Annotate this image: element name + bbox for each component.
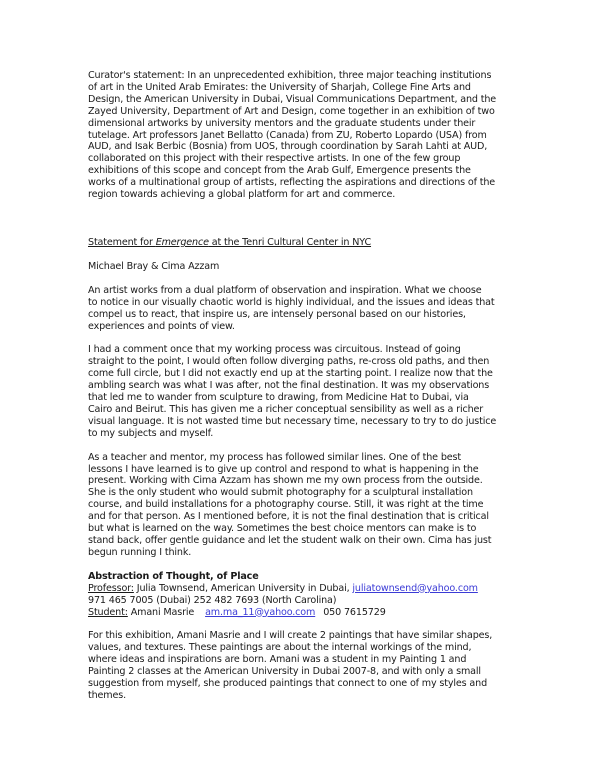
spacer: [88, 559, 588, 571]
text-line: visual language. It is not wasted time but necessary time, necessary to try to do justice: [88, 415, 497, 427]
document-page: [88, 70, 588, 702]
text-line: lessons I have learned is to give up control and respond to what is happening in the: [88, 463, 479, 475]
student-email-link[interactable]: am.ma_11@yahoo.com: [205, 606, 316, 618]
text-line: exhibitions of this scope and concept from the Arab Gulf, Emergence presents the: [88, 165, 471, 177]
student-line: [88, 607, 588, 619]
text-line: suggestion from myself, she produced paintings that connect to one of my styles and: [88, 678, 488, 690]
text-line: For this exhibition, Amani Masrie and I will create 2 paintings that have similar shapes,: [88, 630, 493, 642]
student-label: Student:: [88, 606, 128, 618]
text-line: Zayed University, Department of Art and Design, come together in an exhibition of two: [88, 105, 495, 117]
statement-heading: [88, 237, 588, 249]
professor-line: [88, 583, 588, 595]
text-line: straight to the point, I would often follow diverging paths, re-cross old paths, and then: [88, 356, 490, 368]
statement-paragraph-2: [88, 344, 588, 439]
text-line: Curator's statement: In an unprecedented exhibition, three major teaching institutions: [88, 70, 492, 81]
text-line: and for that person. As I mentioned before, it is not the final destination that is critical: [88, 511, 489, 523]
professor-label: Professor:: [88, 582, 134, 594]
text-line: As a teacher and mentor, my process has followed similar lines. One of the best: [88, 451, 461, 463]
text-line: course, and build installations for a photography course. Still, it was right at the time: [88, 499, 484, 511]
text-line: tutelage. Art professors Janet Bellatto (Canada) from ZU, Roberto Lopardo (USA) from: [88, 129, 487, 141]
statement-authors: Michael Bray & Cima Azzam: [88, 260, 220, 272]
text-line: Design, the American University in Dubai, Visual Communications Department, and the: [88, 93, 497, 105]
spacer: [88, 440, 588, 452]
text-line: present. Working with Cima Azzam has shown me my own process from the outside.: [88, 475, 483, 487]
text-line: to my subjects and myself.: [88, 427, 214, 439]
text-line: experiences and points of view.: [88, 320, 235, 332]
text-line: ambling search was what I was after, not the final destination. It was my observations: [88, 380, 490, 392]
text-line: of art in the United Arab Emirates: the University of Sharjah, College Fine Arts and: [88, 81, 471, 93]
text-line: Painting 2 classes at the American University in Dubai 2007-8, and with only a small: [88, 666, 481, 678]
text-line: works of a multinational group of artists, reflecting the aspirations and directions of the: [88, 177, 496, 189]
abstraction-title: Abstraction of Thought, of Place: [88, 570, 259, 582]
text-line: AUD, and Isak Berbic (Bosnia) from UOS, through coordination by Sarah Lahti at AUD,: [88, 141, 488, 153]
text-line: An artist works from a dual platform of observation and inspiration. What we choose: [88, 284, 482, 296]
spacer: [88, 273, 588, 285]
text-line: compel us to react, that inspire us, are intensely personal based on our histories,: [88, 308, 466, 320]
professor-email-link[interactable]: juliatownsend@yahoo.com: [352, 582, 478, 594]
heading-text: Statement for: [88, 236, 156, 248]
text-line: region towards achieving a global platform for art and commerce.: [88, 189, 396, 201]
text-line: Cairo and Beirut. This has given me a richer conceptual sensibility as well as a richer: [88, 403, 484, 415]
text-line: where ideas and inspirations are born. Amani was a student in my Painting 1 and: [88, 654, 467, 666]
text-line: but what is learned on the way. Sometimes the best choice mentors can make is to: [88, 523, 477, 535]
text-line: dimensional artworks by university mentors and the graduate students under their: [88, 117, 476, 129]
spacer: [88, 332, 588, 344]
text-line: themes.: [88, 689, 126, 701]
text-line: She is the only student who would submit photography for a sculptural installation: [88, 487, 473, 499]
abstraction-paragraph: [88, 630, 588, 701]
text-line: I had a comment once that my working process was circuitous. Instead of going: [88, 344, 461, 356]
student-phone: 050 7615729: [323, 606, 386, 618]
text-line: values, and textures. These paintings are about the internal workings of the mind,: [88, 642, 472, 654]
heading-text: at the Tenri Cultural Center in NYC: [208, 236, 372, 248]
curator-statement: [88, 70, 588, 201]
text-line: to notice in our visually chaotic world is highly individual, and the issues and ideas that: [88, 296, 495, 308]
spacer: [88, 201, 588, 237]
text-line: come full circle, but I did not exactly end up at the starting point. I realize now that the: [88, 368, 493, 380]
professor-info: Julia Townsend, American University in Dubai,: [133, 582, 353, 594]
text-line: begun running I think.: [88, 546, 192, 558]
phone-numbers: 971 465 7005 (Dubai) 252 482 7693 (North Carolina): [88, 594, 337, 606]
statement-paragraph-1: [88, 285, 588, 333]
student-name: Amani Masrie: [127, 606, 198, 618]
heading-italic-title: Emergence: [155, 236, 209, 248]
statement-paragraph-3: [88, 452, 588, 559]
text-line: collaborated on this project with their respective artists. In one of the few group: [88, 153, 461, 165]
text-line: stand back, offer gentle guidance and let the student walk on their own. Cima has just: [88, 535, 492, 546]
text-line: that led me to wander from sculpture to drawing, from Medicine Hat to Dubai, via: [88, 392, 469, 404]
spacer: [88, 618, 588, 630]
spacer: [88, 249, 588, 261]
